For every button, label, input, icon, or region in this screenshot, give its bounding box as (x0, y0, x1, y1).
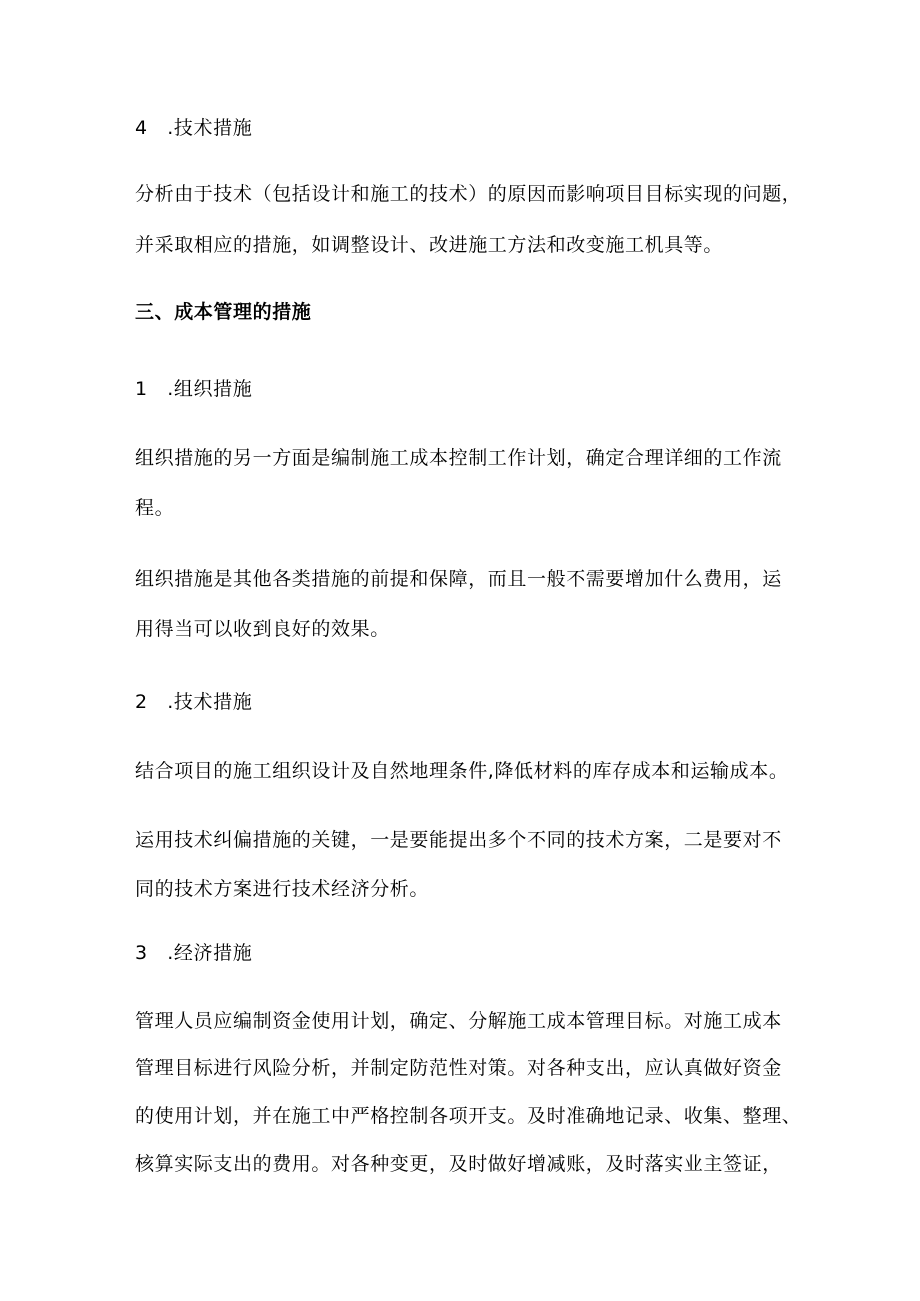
economic-measures-heading: 3 .经济措施 (135, 942, 253, 964)
paragraph-line: 结合项目的施工组织设计及自然地理条件,降低材料的库存成本和运输成本。 (135, 760, 789, 782)
paragraph-line: 同的技术方案进行技术经济分析。 (135, 878, 430, 900)
paragraph-line: 组织措施的另一方面是编制施工成本控制工作计划，确定合理详细的工作流 (135, 447, 782, 469)
paragraph-line: 分析由于技术（包括设计和施工的技术）的原因而影响项目目标实现的问题， (135, 183, 802, 205)
paragraph-line: 核算实际支出的费用。对各种变更，及时做好增减账，及时落实业主签证， (135, 1153, 782, 1175)
section-3-title: 三、成本管理的措施 (135, 301, 312, 323)
organizational-measures-heading: 1 .组织措施 (135, 378, 253, 400)
paragraph-line: 运用技术纠偏措施的关键，一是要能提出多个不同的技术方案，二是要对不 (135, 829, 782, 851)
technical-measures-heading: 2 .技术措施 (135, 691, 253, 713)
paragraph-line: 组织措施是其他各类措施的前提和保障，而且一般不需要增加什么费用，运 (135, 568, 782, 590)
paragraph-line: 管理目标进行风险分析，并制定防范性对策。对各种支出，应认真做好资金 (135, 1057, 782, 1079)
paragraph-line: 的使用计划，并在施工中严格控制各项开支。及时准确地记录、收集、整理、 (135, 1105, 802, 1127)
section-4-technical-heading: 4 .技术措施 (135, 117, 253, 139)
paragraph-line: 用得当可以收到良好的效果。 (135, 618, 390, 640)
paragraph-line: 并采取相应的措施，如调整设计、改进施工方法和改变施工机具等。 (135, 234, 724, 256)
paragraph-line: 管理人员应编制资金使用计划，确定、分解施工成本管理目标。对施工成本 (135, 1010, 782, 1032)
paragraph-line: 程。 (135, 497, 175, 519)
